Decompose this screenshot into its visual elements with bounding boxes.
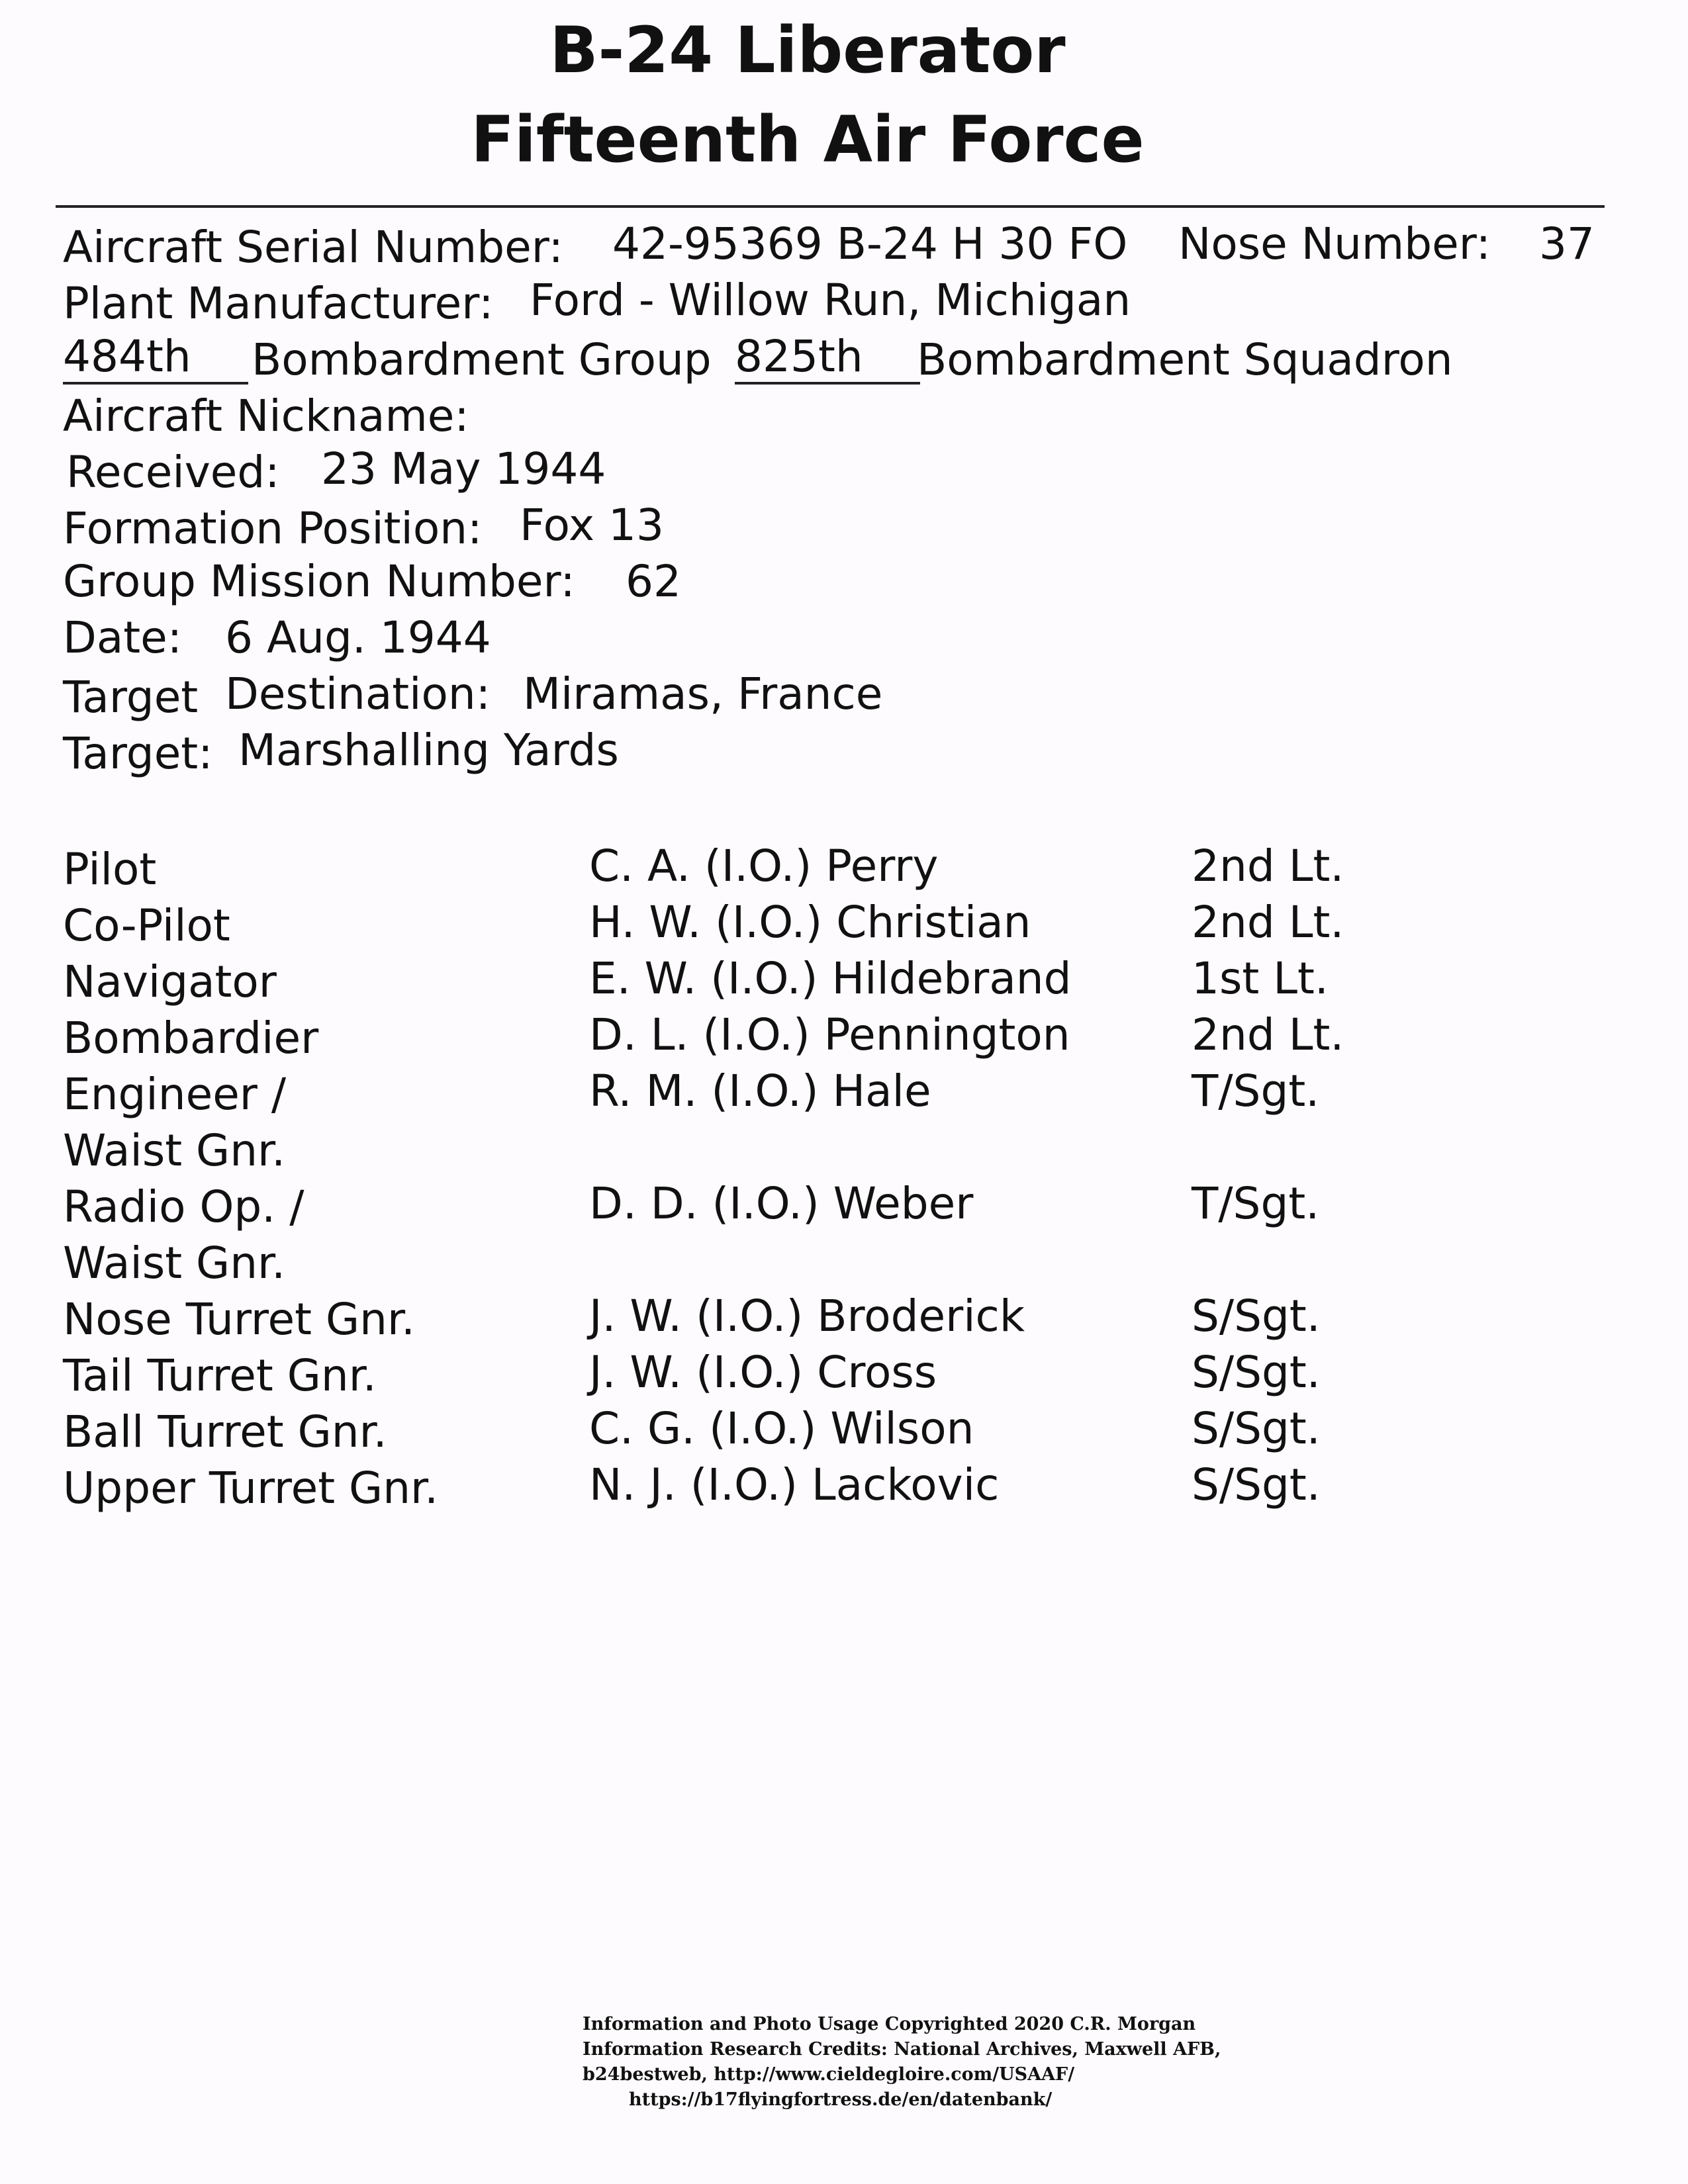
nose-number-value: 37 bbox=[1539, 218, 1595, 269]
crew-position-cont: Waist Gnr. bbox=[63, 1238, 286, 1289]
crew-position-cont: Waist Gnr. bbox=[63, 1125, 286, 1176]
destination-label-target: Target bbox=[63, 672, 199, 723]
received-value: 23 May 1944 bbox=[321, 443, 606, 494]
nose-number-label: Nose Number: bbox=[1178, 218, 1491, 269]
date-label: Date: bbox=[63, 612, 182, 663]
crew-position: Engineer / bbox=[63, 1069, 287, 1120]
crew-rank: T/Sgt. bbox=[1192, 1066, 1320, 1116]
footer-line: Information Research Credits: National Archives, Maxwell AFB, bbox=[583, 2039, 1221, 2060]
crew-name: N. J. (I.O.) Lackovic bbox=[589, 1459, 1000, 1510]
crew-name: D. L. (I.O.) Pennington bbox=[589, 1009, 1070, 1060]
crew-position: Pilot bbox=[63, 844, 157, 895]
crew-name: C. G. (I.O.) Wilson bbox=[589, 1403, 974, 1454]
crew-name: J. W. (I.O.) Cross bbox=[589, 1347, 937, 1398]
crew-position: Nose Turret Gnr. bbox=[63, 1294, 415, 1345]
title-divider bbox=[56, 205, 1605, 208]
plant-label: Plant Manufacturer: bbox=[63, 278, 494, 329]
mission-label: Group Mission Number: bbox=[63, 556, 575, 607]
crew-position: Upper Turret Gnr. bbox=[63, 1463, 439, 1514]
crew-name: C. A. (I.O.) Perry bbox=[589, 841, 939, 891]
group-number: 484th bbox=[63, 331, 248, 385]
destination-label: Destination: bbox=[225, 668, 491, 719]
squadron-label: Bombardment Squadron bbox=[917, 334, 1453, 385]
crew-position: Co-Pilot bbox=[63, 900, 230, 951]
page-subtitle: Fifteenth Air Force bbox=[471, 103, 1145, 177]
footer-line: Information and Photo Usage Copyrighted 2020 C.R. Morgan bbox=[583, 2014, 1196, 2034]
page-title: B-24 Liberator bbox=[549, 13, 1066, 87]
received-label: Received: bbox=[66, 447, 280, 498]
crew-rank: 2nd Lt. bbox=[1192, 897, 1344, 948]
crew-rank: 1st Lt. bbox=[1192, 953, 1329, 1004]
footer-line: b24bestweb, http://www.cieldegloire.com/USAAF/ bbox=[583, 2064, 1075, 2085]
date-value: 6 Aug. 1944 bbox=[225, 612, 491, 663]
squadron-number: 825th bbox=[735, 331, 920, 385]
serial-value: 42-95369 B-24 H 30 FO bbox=[612, 218, 1128, 269]
crew-rank: 2nd Lt. bbox=[1192, 841, 1344, 891]
crew-rank: S/Sgt. bbox=[1192, 1459, 1321, 1510]
serial-label: Aircraft Serial Number: bbox=[63, 222, 563, 273]
group-label: Bombardment Group bbox=[252, 334, 712, 385]
plant-value: Ford - Willow Run, Michigan bbox=[530, 275, 1131, 326]
formation-value: Fox 13 bbox=[520, 500, 664, 551]
crew-name: D. D. (I.O.) Weber bbox=[589, 1178, 974, 1229]
mission-value: 62 bbox=[626, 556, 681, 607]
formation-label: Formation Position: bbox=[63, 503, 483, 554]
target-value: Marshalling Yards bbox=[238, 725, 619, 776]
crew-rank: S/Sgt. bbox=[1192, 1291, 1321, 1342]
crew-name: J. W. (I.O.) Broderick bbox=[589, 1291, 1025, 1342]
destination-value: Miramas, France bbox=[523, 668, 883, 719]
crew-rank: S/Sgt. bbox=[1192, 1403, 1321, 1454]
crew-position: Navigator bbox=[63, 956, 277, 1007]
crew-position: Bombardier bbox=[63, 1013, 319, 1064]
crew-rank: 2nd Lt. bbox=[1192, 1009, 1344, 1060]
crew-position: Ball Turret Gnr. bbox=[63, 1406, 387, 1457]
crew-rank: S/Sgt. bbox=[1192, 1347, 1321, 1398]
crew-rank: T/Sgt. bbox=[1192, 1178, 1320, 1229]
crew-name: H. W. (I.O.) Christian bbox=[589, 897, 1031, 948]
crew-position: Radio Op. / bbox=[63, 1181, 305, 1232]
footer-line: https://b17flyingfortress.de/en/datenbank/ bbox=[629, 2089, 1053, 2110]
crew-position: Tail Turret Gnr. bbox=[63, 1350, 377, 1401]
target-label: Target: bbox=[63, 728, 213, 779]
crew-name: E. W. (I.O.) Hildebrand bbox=[589, 953, 1072, 1004]
credits-footer bbox=[583, 2012, 1221, 2113]
crew-name: R. M. (I.O.) Hale bbox=[589, 1066, 931, 1116]
nickname-label: Aircraft Nickname: bbox=[63, 390, 469, 441]
